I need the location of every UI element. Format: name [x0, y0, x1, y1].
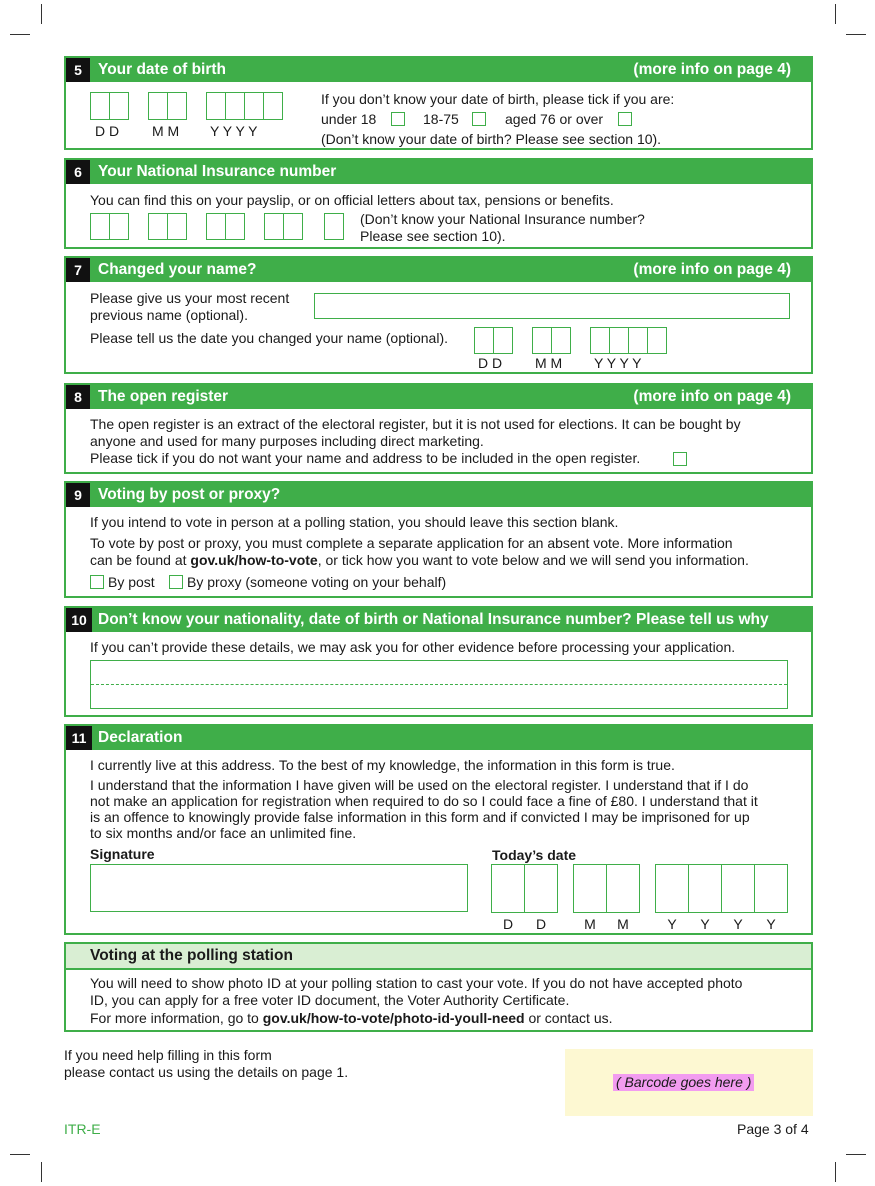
under-18-checkbox[interactable]: [391, 112, 405, 126]
change-year-digit-1[interactable]: [590, 327, 610, 354]
ni-char-5[interactable]: [206, 213, 226, 240]
section-title: Changed your name?: [98, 261, 257, 278]
photo-id-link[interactable]: gov.uk/how-to-vote/photo-id-youll-need: [262, 1010, 525, 1026]
crop-mark: [835, 4, 836, 24]
post-proxy-text-3: [90, 552, 749, 568]
y-label: Y: [733, 916, 743, 932]
by-proxy-label: By proxy (someone voting on your behalf): [187, 574, 447, 590]
section-title: Voting at the polling station: [90, 947, 293, 964]
form-code: ITR-E: [64, 1121, 101, 1137]
todays-date-label: Today’s date: [492, 847, 577, 863]
ni-char-2[interactable]: [109, 213, 129, 240]
post-proxy-text-1: If you intend to vote in person at a polling station, you should leave this section blank.: [90, 514, 619, 530]
text-segment: or contact us.: [524, 1010, 613, 1026]
more-info-link[interactable]: (more info on page 4): [633, 388, 791, 405]
post-proxy-text-2: To vote by post or proxy, you must complete a separate application for an absent vote. More information: [90, 535, 733, 551]
dob-unknown-intro: If you don’t know your date of birth, please tick if you are:: [321, 91, 675, 107]
section-number: 8: [66, 385, 90, 409]
section-header: [66, 608, 811, 632]
crop-mark: [41, 4, 42, 24]
yyyy-label: Y Y Y Y: [210, 123, 258, 139]
photo-id-text-1: You will need to show photo ID at your polling station to cast your vote. If you do not have accepted photo: [90, 975, 743, 991]
section-declaration: [64, 724, 813, 935]
section-reason-missing: [64, 606, 813, 717]
declaration-text-4: is an offence to knowingly provide false information in this form and if convicted I may be imprisoned for up: [90, 809, 750, 825]
ni-intro: You can find this on your payslip, or on official letters about tax, pensions or benefits.: [90, 192, 614, 208]
yyyy-label: Y Y Y Y: [594, 355, 642, 371]
today-month-digit-2[interactable]: [606, 864, 640, 913]
today-year-digit-4[interactable]: [754, 864, 788, 913]
dob-year-digit-1[interactable]: [206, 92, 226, 120]
open-register-text-3: Please tick if you do not want your name and address to be included in the open register.: [90, 450, 641, 466]
section-header: [66, 160, 811, 184]
section-header: [66, 944, 811, 970]
section-header: [66, 726, 811, 750]
d-label: D: [502, 916, 514, 932]
change-day-digit-1[interactable]: [474, 327, 494, 354]
more-info-link[interactable]: (more info on page 4): [633, 261, 791, 278]
crop-mark: [41, 1162, 42, 1182]
change-day-digit-2[interactable]: [493, 327, 513, 354]
today-year-digit-1[interactable]: [655, 864, 689, 913]
how-to-vote-link[interactable]: gov.uk/how-to-vote: [190, 552, 318, 568]
help-text-line1: If you need help filling in this form: [64, 1047, 272, 1063]
open-register-opt-out-checkbox[interactable]: [673, 452, 687, 466]
open-register-text-1: The open register is an extract of the electoral register, but it is not used for elections. It can be bought by: [90, 416, 741, 432]
ni-char-6[interactable]: [225, 213, 245, 240]
photo-id-text-3: [90, 1010, 613, 1026]
today-day-digit-1[interactable]: [491, 864, 525, 913]
section-title: The open register: [98, 388, 229, 405]
section-header: [66, 258, 811, 282]
change-year-digit-2[interactable]: [609, 327, 629, 354]
section-number: 10: [66, 608, 92, 632]
dob-month-digit-2[interactable]: [167, 92, 187, 120]
change-year-digit-4[interactable]: [647, 327, 667, 354]
text-segment: For more information, go to: [90, 1010, 263, 1026]
section-header: [66, 385, 811, 409]
section-header: [66, 58, 811, 82]
section-polling-station: [64, 942, 813, 1032]
declaration-text-3: not make an application for registration when required to do so I could face a fine of £80. I understand that it: [90, 793, 758, 809]
change-year-digit-3[interactable]: [628, 327, 648, 354]
dob-month-digit-1[interactable]: [148, 92, 168, 120]
age-18-75-label: 18-75: [423, 111, 459, 127]
ni-char-8[interactable]: [283, 213, 303, 240]
signature-label: Signature: [90, 846, 155, 862]
name-change-date-label: Please tell us the date you changed your name (optional).: [90, 330, 449, 346]
ni-char-7[interactable]: [264, 213, 284, 240]
mm-label: M M: [535, 355, 563, 371]
section-title: Voting by post or proxy?: [98, 486, 281, 503]
today-day-digit-2[interactable]: [524, 864, 558, 913]
dob-year-digit-2[interactable]: [225, 92, 245, 120]
crop-mark: [835, 1162, 836, 1182]
section-title: Don’t know your nationality, date of birth or National Insurance number? Please tell us why: [98, 611, 769, 628]
declaration-text-2: I understand that the information I have given will be used on the electoral register. I understand that if I do: [90, 777, 749, 793]
ni-note-line1: (Don’t know your National Insurance number?: [360, 211, 645, 227]
today-year-digit-2[interactable]: [688, 864, 722, 913]
section-number: 9: [66, 483, 90, 507]
photo-id-text-2: ID, you can apply for a free voter ID document, the Voter Authority Certificate.: [90, 992, 570, 1008]
writing-line: [91, 684, 787, 685]
by-post-checkbox[interactable]: [90, 575, 104, 589]
section-header: [66, 483, 811, 507]
y-label: Y: [766, 916, 776, 932]
dob-year-digit-3[interactable]: [244, 92, 264, 120]
declaration-text-1: I currently live at this address. To the best of my knowledge, the information in this form is true.: [90, 757, 675, 773]
today-year-digit-3[interactable]: [721, 864, 755, 913]
section-number: 5: [66, 58, 90, 82]
reason-text-field[interactable]: [90, 660, 788, 709]
by-post-label: By post: [108, 574, 155, 590]
crop-mark: [10, 1154, 30, 1155]
y-label: Y: [700, 916, 710, 932]
section-national-insurance: [64, 158, 813, 249]
aged-76-label: aged 76 or over: [505, 111, 604, 127]
today-month-digit-1[interactable]: [573, 864, 607, 913]
change-month-digit-2[interactable]: [551, 327, 571, 354]
barcode-area: [565, 1049, 813, 1116]
dob-year-digit-4[interactable]: [263, 92, 283, 120]
previous-name-label-line1: Please give us your most recent: [90, 290, 290, 306]
help-text-line2: please contact us using the details on page 1.: [64, 1064, 349, 1080]
text-segment: can be found at: [90, 552, 191, 568]
age-18-75-checkbox[interactable]: [472, 112, 486, 126]
section-title: Declaration: [98, 729, 183, 746]
ni-char-9[interactable]: [324, 213, 344, 240]
dob-note: (Don’t know your date of birth? Please see section 10).: [321, 131, 662, 147]
section-date-of-birth: [64, 56, 813, 150]
reason-intro: If you can’t provide these details, we may ask you for other evidence before processing your application.: [90, 639, 736, 655]
section-title: Your National Insurance number: [98, 163, 337, 180]
d-label: D: [535, 916, 547, 932]
dd-label: D D: [95, 123, 120, 139]
by-proxy-checkbox[interactable]: [169, 575, 183, 589]
crop-mark: [846, 34, 866, 35]
section-open-register: [64, 383, 813, 474]
dob-day-digit-2[interactable]: [109, 92, 129, 120]
dob-day-digit-1[interactable]: [90, 92, 110, 120]
dd-label: D D: [478, 355, 503, 371]
crop-mark: [846, 1154, 866, 1155]
ni-char-4[interactable]: [167, 213, 187, 240]
more-info-link[interactable]: (more info on page 4): [633, 61, 791, 78]
crop-mark: [10, 34, 30, 35]
under-18-label: under 18: [321, 111, 377, 127]
ni-char-3[interactable]: [148, 213, 168, 240]
previous-name-field[interactable]: [314, 293, 790, 319]
ni-char-1[interactable]: [90, 213, 110, 240]
y-label: Y: [667, 916, 677, 932]
ni-note-line2: Please see section 10).: [360, 228, 506, 244]
open-register-text-2: anyone and used for many purposes including direct marketing.: [90, 433, 484, 449]
m-label: M: [584, 916, 596, 932]
section-number: 6: [66, 160, 90, 184]
mm-label: M M: [152, 123, 180, 139]
section-title: Your date of birth: [98, 61, 227, 78]
text-segment: , or tick how you want to vote below and we will send you information.: [317, 552, 749, 568]
page-number: Page 3 of 4: [737, 1121, 809, 1137]
section-changed-name: [64, 256, 813, 374]
section-number: 7: [66, 258, 90, 282]
signature-field[interactable]: [90, 864, 468, 912]
aged-76-checkbox[interactable]: [618, 112, 632, 126]
section-number: 11: [66, 726, 92, 750]
barcode-placeholder: ( Barcode goes here ): [613, 1074, 754, 1091]
change-month-digit-1[interactable]: [532, 327, 552, 354]
previous-name-label-line2: previous name (optional).: [90, 307, 248, 323]
declaration-text-5: to six months and/or face an unlimited fine.: [90, 825, 357, 841]
section-post-proxy: [64, 481, 813, 598]
m-label: M: [617, 916, 629, 932]
